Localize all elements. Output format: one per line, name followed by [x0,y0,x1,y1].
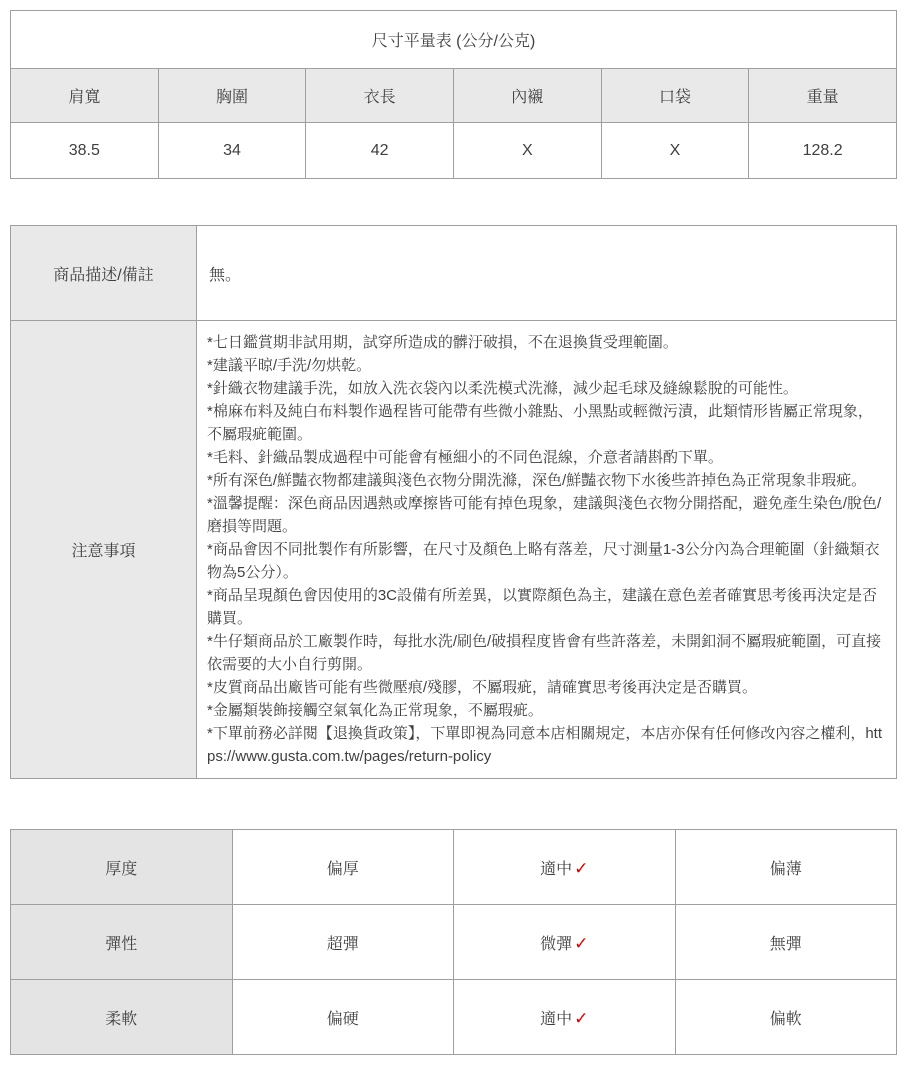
note-line: *棉麻布料及純白布料製作過程皆可能帶有些微小雜點、小黑點或輕微污漬，此類情形皆屬正常現象，不屬瑕疵範圍。 [207,403,873,443]
note-line: *金屬類裝飾接觸空氣氧化為正常現象，不屬瑕疵。 [207,702,543,719]
return-policy-url: https://www.gusta.com.tw/pages/return-policy [207,725,883,765]
size-value-lining: X [453,123,601,179]
note-line: *七日鑑賞期非試用期，試穿所造成的髒汙破損，不在退換貨受理範圍。 [207,334,678,351]
notes-label: 注意事項 [11,321,197,779]
description-row [11,226,897,321]
size-header-chest: 胸圍 [158,69,306,123]
size-table-title-row [11,11,897,69]
attr-option-label: 無彈 [769,935,802,953]
size-header-weight: 重量 [749,69,897,123]
note-line-text: *下單前務必詳閱【退換貨政策】，下單即視為同意本店相關規定，本店亦保有任何修改內容之權利， [207,725,866,742]
note-line: *商品會因不同批製作有所影響，在尺寸及顏色上略有落差，尺寸測量1-3公分內為合理範圍（針織類衣物為5公分）。 [207,541,880,581]
note-line: *溫馨提醒：深色商品因遇熱或摩擦皆可能有掉色現象，建議與淺色衣物分開搭配，避免產生染色/脫色/磨損等問題。 [207,495,882,535]
size-value-shoulder: 38.5 [11,123,159,179]
attr-option [675,980,897,1055]
attr-option [675,830,897,905]
size-table-title: 尺寸平量表 (公分/公克) [11,11,897,69]
check-icon: ✓ [574,858,589,878]
attr-row-elasticity [11,905,897,980]
attr-option [232,980,454,1055]
check-icon: ✓ [574,933,589,953]
size-value-pocket: X [601,123,749,179]
size-header-shoulder: 肩寬 [11,69,159,123]
size-header-lining: 內襯 [453,69,601,123]
attr-label-softness: 柔軟 [11,980,233,1055]
size-value-weight: 128.2 [749,123,897,179]
attr-option [232,830,454,905]
note-line: *所有深色/鮮豔衣物都建議與淺色衣物分開洗滌，深色/鮮豔衣物下水後些許掉色為正常現象非瑕疵。 [207,472,867,489]
description-value: 無。 [197,226,897,321]
attr-option-label: 適中 [540,860,573,878]
note-line: *毛料、針織品製成過程中可能會有極細小的不同色混線，介意者請斟酌下單。 [207,449,723,466]
notes-content [197,321,897,779]
attr-option-label: 偏軟 [769,1010,802,1028]
note-line: *針織衣物建議手洗，如放入洗衣袋內以柔洗模式洗滌，減少起毛球及縫線鬆脫的可能性。 [207,380,798,397]
attr-option [232,905,454,980]
note-line: *牛仔類商品於工廠製作時，每批水洗/刷色/破損程度皆會有些許落差，未開釦洞不屬瑕疵範圍，可直接依需要的大小自行剪開。 [207,633,882,673]
note-line: *皮質商品出廠皆可能有些微壓痕/殘膠，不屬瑕疵，請確實思考後再決定是否購買。 [207,679,758,696]
attr-option-label: 適中 [540,1010,573,1028]
attribute-table [10,829,897,1055]
attr-option-label: 偏厚 [326,860,359,878]
attr-label-thickness: 厚度 [11,830,233,905]
info-table [10,225,897,779]
note-line: *建議平晾/手洗/勿烘乾。 [207,357,372,374]
size-value-chest: 34 [158,123,306,179]
size-value-length: 42 [306,123,454,179]
description-label: 商品描述/備註 [11,226,197,321]
size-table-header-row [11,69,897,123]
attr-label-elasticity: 彈性 [11,905,233,980]
attr-option-checked [454,830,676,905]
attr-row-softness [11,980,897,1055]
attr-option-checked [454,905,676,980]
notes-row [11,321,897,779]
note-line: *商品呈現顏色會因使用的3C設備有所差異，以實際顏色為主，建議在意色差者確實思考後再決定是否購買。 [207,587,878,627]
note-line-return-policy [207,722,886,768]
attr-option-label: 超彈 [326,935,359,953]
attr-option-checked [454,980,676,1055]
attr-row-thickness [11,830,897,905]
size-header-pocket: 口袋 [601,69,749,123]
check-icon: ✓ [574,1008,589,1028]
size-header-length: 衣長 [306,69,454,123]
attr-option-label: 偏硬 [326,1010,359,1028]
size-table-value-row [11,123,897,179]
size-table [10,10,897,179]
attr-option-label: 微彈 [540,935,573,953]
attr-option-label: 偏薄 [769,860,802,878]
attr-option [675,905,897,980]
